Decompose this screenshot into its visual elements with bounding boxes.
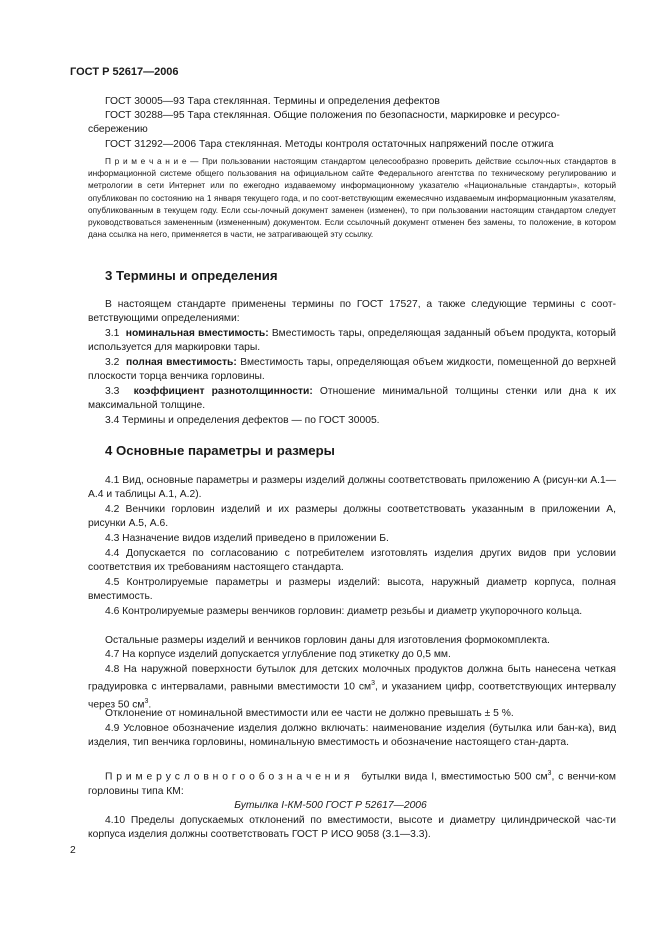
term-3-2: [88, 356, 616, 385]
para-4-9: 4.9 Условное обозначение изделия должно включать: наименование изделия (бутылка или бан-ка), вид изделия, тип венчика горловины, номинальную вместимость и обозначение настоящего стан-дарта.: [88, 723, 616, 749]
para-4-6: 4.6 Контролируемые размеры венчиков горловин: диаметр резьбы и диаметр укупорочного кольца.: [105, 606, 583, 617]
example-label: П р и м е р у с л о в н о г о о б о з н а ч е н и я: [105, 771, 350, 783]
example-text-b: , с венчи-ком горловины типа КМ:: [88, 771, 616, 797]
para-4-8: [88, 663, 616, 713]
term-3-3-term: коэффициент разнотолщинности:: [133, 386, 313, 397]
term-3-1-num: 3.1: [105, 328, 120, 339]
para-4-6-b: Остальные размеры изделий и венчиков горловин даны для изготовления формокомплекта.: [105, 635, 550, 646]
superscript-3: 3: [371, 680, 376, 688]
term-3-1: [88, 327, 616, 356]
para-4-4: 4.4 Допускается по согласованию с потребителем изготовлять изделия других видов при условии соответствия их требованиям настоящего стандарта.: [88, 548, 616, 574]
para-4-2: 4.2 Венчики горловин изделий и их размеры должны соответствовать указанным в приложении А, рисунки А.5, А.6.: [88, 504, 616, 530]
note-block: [88, 155, 616, 240]
para-4-8-a: 4.8 На наружной поверхности бутылок для детских молочных продуктов должна быть нанесена четкая градуировка с интервалами, равными вместимости 10 см: [88, 664, 616, 693]
para-4-1: 4.1 Вид, основные параметры и размеры изделий должны соответствовать приложению А (рисун-ки А.1—А.4 и таблицы А.1, А.2).: [88, 475, 616, 501]
section-3-title: 3 Термины и определения: [105, 268, 278, 283]
para-4-8-d: Отклонение от номинальной вместимости или ее части не должно превышать ± 5 %.: [105, 708, 514, 719]
term-3-3: [88, 385, 616, 414]
ref-gost-31292: ГОСТ 31292—2006 Тара стеклянная. Методы контроля остаточных напряжений после отжига: [105, 139, 554, 150]
term-3-1-term: номинальная вместимость:: [125, 328, 269, 339]
term-3-3-def: Отношение минимальной толщины стенки или дна к их максимальной толщине.: [88, 386, 616, 412]
superscript-3: 3: [144, 698, 149, 706]
para-4-10: 4.10 Пределы допускаемых отклонений по вместимости, высоте и диаметру цилиндрической час-ти корпуса изделия должны соответствовать ГОСТ Р ИСО 9058 (3.1—3.3).: [88, 815, 616, 841]
term-3-3-num: 3.3: [105, 386, 120, 397]
section-4-title: 4 Основные параметры и размеры: [105, 443, 335, 458]
para-4-8-c: .: [148, 699, 152, 711]
superscript-3: 3: [547, 770, 552, 777]
term-3-2-def: Вместимость тары, определяющая объем жидкости, помещенной до верхней плоскости торца венчика горловины.: [88, 357, 616, 383]
term-3-4: 3.4 Термины и определения дефектов — по ГОСТ 30005.: [105, 415, 380, 426]
term-3-2-term: полная вместимость:: [126, 357, 237, 368]
para-4-5: 4.5 Контролируемые параметры и размеры изделий: высота, наружный диаметр корпуса, полная вместимость.: [88, 577, 616, 603]
term-3-2-num: 3.2: [105, 357, 120, 368]
page-number: 2: [70, 845, 76, 856]
ref-gost-30288-cont: сбережению: [88, 124, 148, 135]
para-4-7: 4.7 На корпусе изделий допускается углубление под этикетку до 0,5 мм.: [105, 649, 451, 660]
ref-gost-30288: ГОСТ 30288—95 Тара стеклянная. Общие положения по безопасности, маркировке и ресурсо-: [105, 110, 560, 121]
note-label: П р и м е ч а н и е —: [105, 156, 199, 166]
document-header: ГОСТ Р 52617—2006: [70, 66, 179, 78]
sec3-intro: В настоящем стандарте применены термины по ГОСТ 17527, а также следующие термины с соот-ветствующими определениями:: [88, 299, 616, 325]
note-text: При пользовании настоящим стандартом целесообразно проверить действие ссылоч-ных стандартов в информационной системе общего пользования на официальном сайте Федерального агентства по техническому регулированию и метрологии в сети Интернет или по ежегодно издаваемому информационному указателю «Национальные стандарты», который опубликован по состоянию на 1 января текущего года, и по соот-ветствующим ежемесячно издаваемым информационным указателям, опубликованным в текущем году. Если ссы-лочный документ заменен (изменен), то при пользовании настоящим стандартом следует руководствоваться замененным (измененным) документом. Если ссылочный документ отменен без замены, то положение, в котором дана ссылка на него, применяется в части, не затрагивающей эту ссылку.: [88, 156, 616, 240]
example-formula: Бутылка I-КМ-500 ГОСТ Р 52617—2006: [234, 800, 427, 811]
example-block: [88, 767, 616, 799]
term-3-1-def: Вместимость тары, определяющая заданный объем продукта, который используется для маркировки тары.: [88, 328, 616, 354]
ref-gost-30005: ГОСТ 30005—93 Тара стеклянная. Термины и определения дефектов: [105, 96, 440, 107]
example-text-a: бутылки вида I, вместимостью 500 см: [361, 771, 548, 783]
para-4-3: 4.3 Назначение видов изделий приведено в приложении Б.: [105, 533, 389, 544]
para-4-8-b: , и указанием цифр, соответствующих интервалу через 50 см: [88, 681, 616, 711]
